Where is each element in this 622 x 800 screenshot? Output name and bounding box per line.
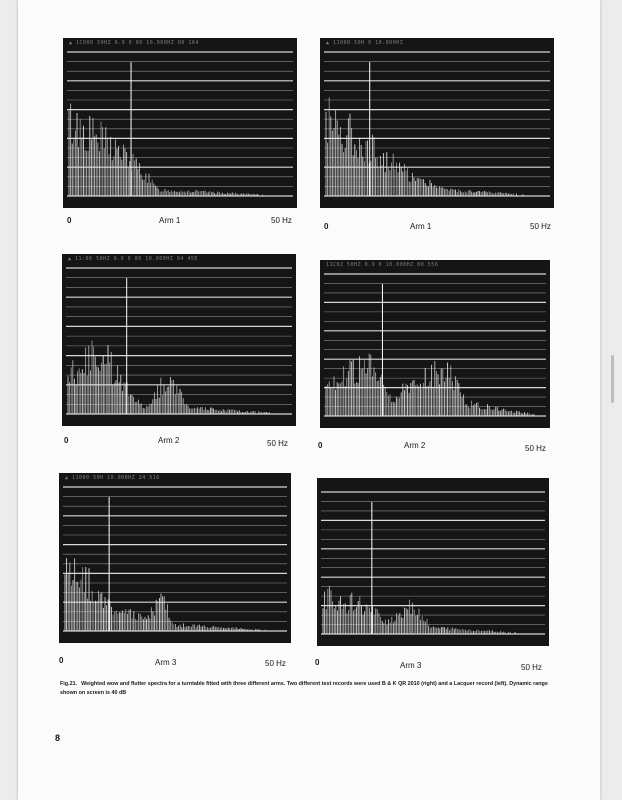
arm-label: Arm 3 [155,658,177,667]
spectrum-screen [63,38,297,208]
x-axis-start-label: 0 [318,441,323,450]
spectrum-plot [317,478,549,646]
x-axis-end-label: 50 Hz [265,659,286,668]
arm-label: Arm 3 [400,661,422,670]
page-number: 8 [55,733,61,743]
screen-header: ▲ 11000 50H 10.000HZ 24 516 [65,475,160,481]
screen-header: ▲ 11:06 50HZ 0.9 0 80 10.000HZ 04 45E [68,256,198,262]
x-axis-start-label: 0 [67,216,72,225]
spectrum-plot [62,254,296,426]
x-axis-end-label: 50 Hz [521,663,542,672]
x-axis-start-label: 0 [324,222,329,231]
x-axis-end-label: 50 Hz [267,439,288,448]
spectrum-screen [320,260,550,428]
figure-caption [60,680,560,697]
spectrum-panel-arm1-left [63,38,303,233]
arm-label: Arm 1 [159,216,181,225]
figure-number: Fig.21. [60,681,78,687]
spectrum-panel-arm1-right [320,38,560,233]
x-axis-start-label: 0 [59,656,64,665]
screen-header: 11C02 50HZ 0.9 0 10.000HZ 00 556 [326,262,439,268]
spectrum-panel-arm2-right [320,260,560,455]
x-axis-end-label: 50 Hz [525,444,546,453]
spectrum-panel-arm3-left [59,473,299,668]
spectrum-plot [59,473,291,643]
spectrum-panel-arm3-right [317,478,557,673]
spectrum-panel-arm2-left [62,254,302,452]
screen-header: ▲ 1C000 50HZ 0.9 0 80 10.000HZ 00 164 [69,40,199,46]
spectrum-plot [63,38,297,208]
arm-label: Arm 2 [404,441,426,450]
x-axis-start-label: 0 [64,436,69,445]
spectrum-screen [317,478,549,646]
x-axis-start-label: 0 [315,658,320,667]
caption-text: Weighted wow and flutter spectra for a turntable fitted with three different arms. Two different test records were used B & K QR 2010 (right) and a Lacquer record (left). Dynamic range shown on screen is 40 dB [60,681,548,696]
spectrum-plot [320,260,550,428]
x-axis-end-label: 50 Hz [271,216,292,225]
x-axis-end-label: 50 Hz [530,222,551,231]
spectrum-screen [59,473,291,643]
spectrum-plot [320,38,554,208]
screen-header: ▲ 11000 50H 0 10.000HZ [326,40,404,46]
spectrum-screen [62,254,296,426]
scrollbar[interactable] [611,355,614,403]
arm-label: Arm 2 [158,436,180,445]
spectrum-screen [320,38,554,208]
arm-label: Arm 1 [410,222,432,231]
